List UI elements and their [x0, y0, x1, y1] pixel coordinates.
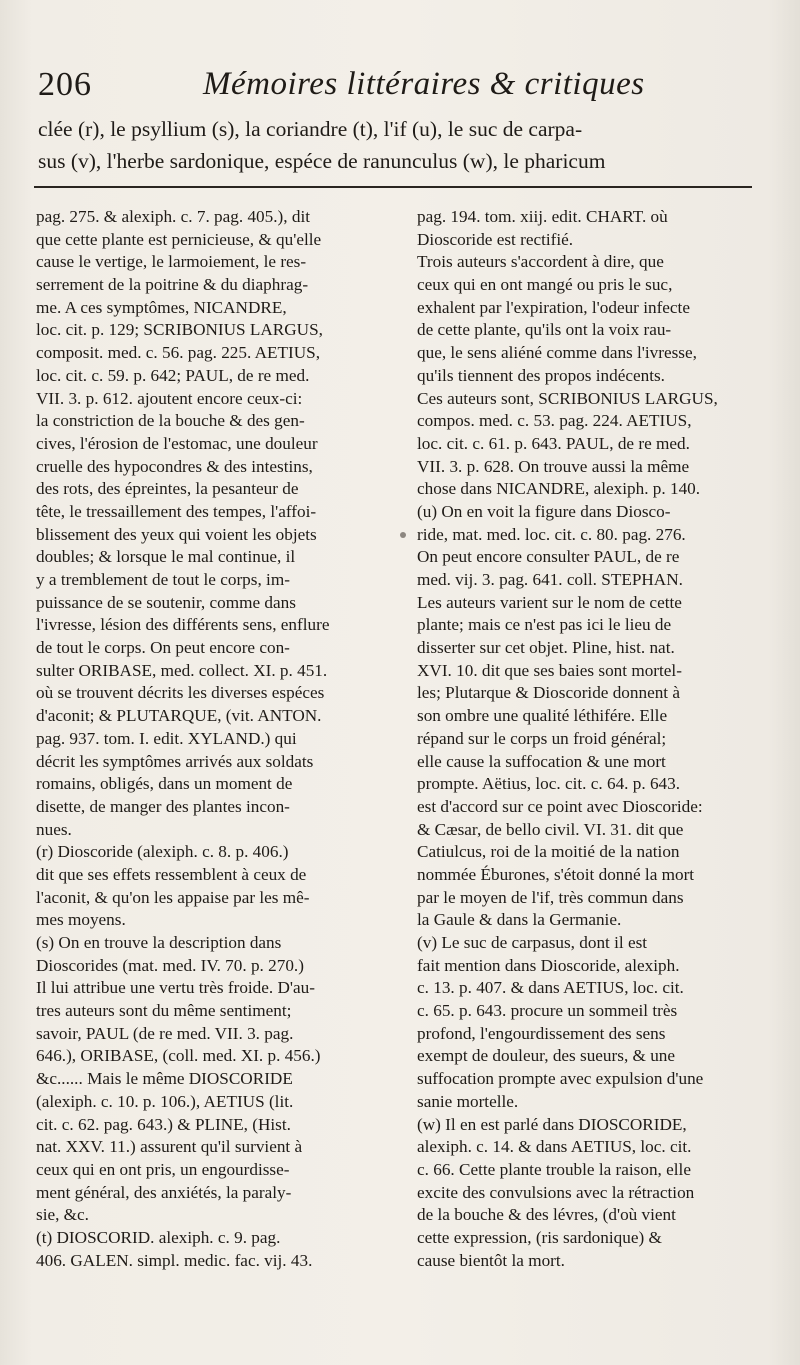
text-line: fait mention dans Dioscoride, alexiph. [417, 955, 680, 975]
text-line: doubles; & lorsque le mal continue, il [36, 547, 296, 567]
text-line: l'ivresse, lésion des différents sens, enflure [36, 615, 330, 635]
text-line: cause le vertige, le larmoiement, le res- [36, 252, 307, 272]
text-line: 646.), ORIBASE, (coll. med. XI. p. 456.) [36, 1046, 321, 1066]
text-line: (s) On en trouve la description dans [36, 933, 282, 952]
text-line: romains, obligés, dans un moment de [36, 774, 293, 794]
text-line: cette expression, (ris sardonique) & [417, 1227, 662, 1247]
text-line: son ombre une qualité léthifére. Elle [417, 706, 668, 726]
footnote-column-right [417, 206, 767, 1272]
carry-over-line: clée (r), le psyllium (s), la coriandre (t), l'if (u), le suc de carpa- [38, 117, 583, 141]
text-line: disette, de manger des plantes incon- [36, 796, 290, 816]
horizontal-rule [34, 186, 752, 188]
text-line: d'aconit; & PLUTARQUE, (vit. ANTON. [36, 706, 322, 726]
text-line: c. 66. Cette plante trouble la raison, elle [417, 1159, 691, 1179]
text-line: blissement des yeux qui voient les objets [36, 524, 317, 544]
text-line: cit. c. 62. pag. 643.) & PLINE, (Hist. [36, 1114, 291, 1134]
text-line: nues. [36, 819, 72, 839]
text-line: (t) DIOSCORID. alexiph. c. 9. pag. [36, 1227, 281, 1247]
text-line: de tout le corps. On peut encore con- [36, 638, 290, 658]
page-blemish [400, 532, 406, 538]
text-line: &c...... Mais le même DIOSCORIDE [36, 1069, 293, 1089]
text-line: sie, &c. [36, 1205, 89, 1225]
text-line: nat. XXV. 11.) assurent qu'il survient à [36, 1137, 303, 1157]
text-line: serrement de la poitrine & du diaphrag- [36, 275, 309, 295]
text-line: excite des convulsions avec la rétraction [417, 1182, 695, 1202]
text-line: ceux qui en ont pris, un engourdisse- [36, 1159, 290, 1179]
text-line: elle cause la suffocation & une mort [417, 751, 666, 771]
text-line: la Gaule & dans la Germanie. [417, 910, 622, 930]
text-line: par le moyen de l'if, très commun dans [417, 887, 684, 907]
text-line: est d'accord sur ce point avec Dioscoride: [417, 796, 703, 816]
text-line: c. 65. p. 643. procure un sommeil très [417, 1001, 678, 1021]
text-line: de cette plante, qu'ils ont la voix rau- [417, 320, 672, 340]
text-line: VII. 3. p. 612. ajoutent encore ceux-ci: [36, 388, 303, 408]
text-line: On peut encore consulter PAUL, de re [417, 547, 680, 567]
text-line: dit que ses effets ressemblent à ceux de [36, 864, 307, 884]
text-line: ment général, des anxiétés, la paraly- [36, 1182, 292, 1202]
text-line: décrit les symptômes arrivés aux soldats [36, 751, 314, 771]
running-title: Mémoires littéraires & critiques [203, 66, 645, 102]
text-line: y a tremblement de tout le corps, im- [36, 570, 290, 589]
text-line: med. vij. 3. pag. 641. coll. STEPHAN. [417, 570, 683, 589]
text-line: nommée Éburones, s'étoit donné la mort [417, 864, 695, 884]
text-line: loc. cit. c. 61. p. 643. PAUL, de re med. [417, 433, 690, 453]
text-line: pag. 937. tom. I. edit. XYLAND.) qui [36, 728, 297, 748]
text-line: pag. 194. tom. xiij. edit. CHART. où [417, 207, 668, 226]
carry-over-line: sus (v), l'herbe sardonique, espéce de ranunculus (w), le pharicum [38, 149, 606, 173]
text-line: alexiph. c. 14. & dans AETIUS, loc. cit. [417, 1137, 692, 1157]
text-line: Les auteurs varient sur le nom de cette [417, 592, 682, 612]
text-line: sanie mortelle. [417, 1091, 519, 1111]
text-line: les; Plutarque & Dioscoride donnent à [417, 683, 681, 703]
text-line: loc. cit. p. 129; SCRIBONIUS LARGUS, [36, 320, 323, 340]
footnote-column-left [36, 206, 392, 1272]
text-line: (v) Le suc de carpasus, dont il est [417, 933, 648, 952]
text-line: chose dans NICANDRE, alexiph. p. 140. [417, 479, 701, 499]
text-line: Ces auteurs sont, SCRIBONIUS LARGUS, [417, 388, 718, 408]
text-line: VII. 3. p. 628. On trouve aussi la même [417, 456, 690, 476]
text-line: profond, l'engourdissement des sens [417, 1023, 666, 1043]
text-line: (r) Dioscoride (alexiph. c. 8. p. 406.) [36, 842, 289, 862]
text-line: c. 13. p. 407. & dans AETIUS, loc. cit. [417, 978, 684, 998]
text-line: Dioscoride est rectifié. [417, 229, 574, 249]
text-line: la constriction de la bouche & des gen- [36, 411, 305, 431]
text-line: que cette plante est pernicieuse, & qu'elle [36, 229, 322, 249]
text-line: me. A ces symptômes, NICANDRE, [36, 297, 287, 317]
text-line: tête, le tressaillement des tempes, l'affoi- [36, 501, 317, 521]
text-line: loc. cit. c. 59. p. 642; PAUL, de re med. [36, 365, 310, 385]
text-line: composit. med. c. 56. pag. 225. AETIUS, [36, 343, 321, 363]
text-line: tres auteurs sont du même sentiment; [36, 1001, 292, 1021]
text-line: sulter ORIBASE, med. collect. XI. p. 451. [36, 660, 328, 680]
text-line: 406. GALEN. simpl. medic. fac. vij. 43. [36, 1250, 313, 1270]
text-line: Catiulcus, roi de la moitié de la nation [417, 842, 680, 862]
text-line: Il lui attribue une vertu très froide. D'au- [36, 978, 315, 998]
text-line: (alexiph. c. 10. p. 106.), AETIUS (lit. [36, 1091, 294, 1111]
text-line: mes moyens. [36, 910, 126, 930]
text-line: Trois auteurs s'accordent à dire, que [417, 252, 664, 272]
text-line: cause bientôt la mort. [417, 1250, 565, 1270]
text-line: ceux qui en ont mangé ou pris le suc, [417, 275, 673, 295]
text-line: compos. med. c. 53. pag. 224. AETIUS, [417, 411, 692, 431]
text-line: de la bouche & des lévres, (d'où vient [417, 1205, 676, 1225]
text-line: exempt de douleur, des sueurs, & une [417, 1046, 676, 1066]
text-line: exhalent par l'expiration, l'odeur infecte [417, 297, 690, 317]
text-line: cruelle des hypocondres & des intestins, [36, 456, 313, 476]
carry-over-text [38, 113, 768, 177]
text-line: des rots, des épreintes, la pesanteur de [36, 479, 299, 499]
text-line: que, le sens aliéné comme dans l'ivresse, [417, 343, 697, 363]
text-line: (w) Il en est parlé dans DIOSCORIDE, [417, 1114, 687, 1134]
text-line: savoir, PAUL (de re med. VII. 3. pag. [36, 1023, 294, 1043]
text-line: prompte. Aëtius, loc. cit. c. 64. p. 643. [417, 774, 681, 794]
text-line: suffocation prompte avec expulsion d'une [417, 1069, 704, 1089]
page-number: 206 [38, 66, 92, 103]
text-line: (u) On en voit la figure dans Diosco- [417, 501, 671, 521]
text-line: & Cæsar, de bello civil. VI. 31. dit que [417, 819, 684, 839]
text-line: où se trouvent décrits les diverses espéces [36, 683, 325, 703]
text-line: disserter sur cet objet. Pline, hist. nat. [417, 638, 675, 658]
text-line: pag. 275. & alexiph. c. 7. pag. 405.), dit [36, 207, 310, 226]
text-line: puissance de se soutenir, comme dans [36, 592, 296, 612]
text-line: plante; mais ce n'est pas ici le lieu de [417, 615, 672, 635]
text-line: ride, mat. med. loc. cit. c. 80. pag. 276. [417, 524, 686, 544]
text-line: répand sur le corps un froid général; [417, 728, 667, 748]
page-header [38, 66, 768, 118]
text-line: XVI. 10. dit que ses baies sont mortel- [417, 660, 682, 680]
text-line: qu'ils tiennent des propos indécents. [417, 365, 665, 385]
text-line: cives, l'érosion de l'estomac, une douleur [36, 433, 318, 453]
text-line: l'aconit, & qu'on les appaise par les mê- [36, 887, 310, 907]
text-line: Dioscorides (mat. med. IV. 70. p. 270.) [36, 955, 304, 975]
